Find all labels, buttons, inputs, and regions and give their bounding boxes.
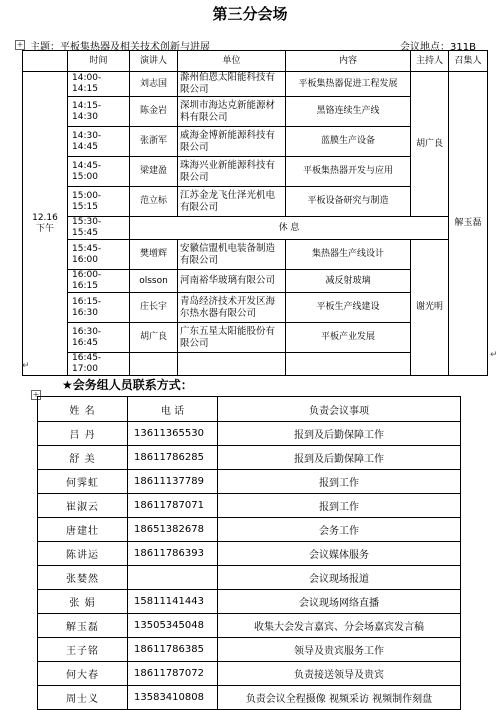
time-cell: 14:45-15:00	[68, 157, 130, 187]
host-header: 主持人	[411, 51, 449, 72]
contact-phone: 13505345048	[128, 614, 218, 638]
contact-duty: 会议现场网络直播	[218, 590, 461, 614]
org-cell: 河南裕华玻璃有限公司	[178, 270, 286, 293]
content-cell: 平板集热器促进工程发展	[286, 72, 411, 97]
paragraph-mark: ↵	[22, 361, 30, 371]
contact-duty: 报到及后勤保障工作	[218, 446, 461, 470]
contact-duty: 负责接送领导及贵宾	[218, 662, 461, 686]
contact-name: 吕 丹	[38, 422, 128, 446]
period-label: 下午	[35, 223, 54, 234]
time-cell: 16:15-16:30	[68, 293, 130, 323]
table-row	[38, 566, 461, 590]
contact-duty: 收集大会发言嘉宾、分会场嘉宾发言稿	[218, 614, 461, 638]
org-cell: 珠海兴业新能源科技有限公司	[178, 157, 286, 187]
contact-name: 何大春	[38, 662, 128, 686]
content-cell: 平板设备研究与制造	[286, 187, 411, 217]
speaker-cell: 梁建盈	[130, 157, 178, 187]
time-cell: 15:00-15:15	[68, 187, 130, 217]
speaker-cell: 胡广良	[130, 323, 178, 353]
time-cell: 14:30-14:45	[68, 127, 130, 157]
contact-phone: 18611786285	[128, 446, 218, 470]
table-move-handle-icon[interactable]: +	[32, 390, 40, 399]
time-cell: 14:15-14:30	[68, 97, 130, 127]
contact-duty: 会务工作	[218, 518, 461, 542]
contact-phone: 18651382678	[128, 518, 218, 542]
convener-cell: 解玉磊	[449, 72, 488, 376]
schedule-table	[22, 50, 488, 376]
speaker-cell: 张浙军	[130, 127, 178, 157]
table-row	[38, 614, 461, 638]
table-row	[38, 422, 461, 446]
speaker-cell: olsson	[130, 270, 178, 293]
contact-duty: 报到工作	[218, 494, 461, 518]
time-cell: 16:00-16:15	[68, 270, 130, 293]
table-row	[38, 494, 461, 518]
contact-name: 舒 美	[38, 446, 128, 470]
contact-name: 崔淑云	[38, 494, 128, 518]
content-cell	[286, 353, 411, 376]
contact-duty: 负责会议全程摄像 视频采访 视频制作刻盘	[218, 686, 461, 710]
table-row	[23, 72, 488, 97]
session-location: 会议地点：311B	[400, 42, 476, 53]
contact-name: 王子铭	[38, 638, 128, 662]
table-move-handle-icon[interactable]: +	[16, 40, 24, 49]
table-row	[38, 446, 461, 470]
contact-duty: 会议现场报道	[218, 566, 461, 590]
contact-phone: 18611786385	[128, 638, 218, 662]
end-of-row-mark: ↵	[490, 350, 498, 360]
table-row	[38, 518, 461, 542]
content-cell: 平板生产线建设	[286, 293, 411, 323]
contact-name: 张 娟	[38, 590, 128, 614]
speaker-cell	[130, 353, 178, 376]
contact-phone: 15811141443	[128, 590, 218, 614]
name-header: 姓 名	[38, 397, 128, 422]
org-cell: 青岛经济技术开发区海尔热水器有限公司	[178, 293, 286, 323]
contact-duty: 会议媒体服务	[218, 542, 461, 566]
contact-phone: 13611365530	[128, 422, 218, 446]
contacts-title: ★会务组人员联系方式：	[62, 378, 193, 392]
org-cell: 威海金博新能源科技有限公司	[178, 127, 286, 157]
session-subject: 主题：平板集热器及相关技术创新与进展	[30, 42, 210, 53]
contact-phone: 13583410808	[128, 686, 218, 710]
content-cell: 平板集热器开发与应用	[286, 157, 411, 187]
time-header: 时间	[68, 51, 130, 72]
table-row	[38, 662, 461, 686]
content-cell: 减反射玻璃	[286, 270, 411, 293]
speaker-header: 演讲人	[130, 51, 178, 72]
convener-header: 召集人	[449, 51, 488, 72]
contact-name: 周士义	[38, 686, 128, 710]
contact-name: 何霁虹	[38, 470, 128, 494]
date-header-cell	[23, 51, 68, 72]
break-row	[23, 217, 488, 240]
contacts-header-row	[38, 397, 461, 422]
time-cell: 16:45-17:00	[68, 353, 130, 376]
schedule-header-row	[23, 51, 488, 72]
contact-phone: 18611787072	[128, 662, 218, 686]
table-row	[38, 470, 461, 494]
phone-header: 电 话	[128, 397, 218, 422]
contact-phone: 18611787071	[128, 494, 218, 518]
contact-duty: 报到工作	[218, 470, 461, 494]
time-cell: 16:30-16:45	[68, 323, 130, 353]
org-cell	[178, 353, 286, 376]
table-row	[38, 542, 461, 566]
table-row	[38, 590, 461, 614]
org-cell: 江苏金龙飞仕泽光机电有限公司	[178, 187, 286, 217]
speaker-cell: 樊增辉	[130, 240, 178, 270]
speaker-cell: 刘志国	[130, 72, 178, 97]
time-cell: 15:45-16:00	[68, 240, 130, 270]
content-cell: 集热器生产线设计	[286, 240, 411, 270]
time-cell: 14:00-14:15	[68, 72, 130, 97]
contact-phone: 18611786393	[128, 542, 218, 566]
contact-duty: 报到及后勤保障工作	[218, 422, 461, 446]
contact-phone	[128, 566, 218, 590]
org-cell: 广东五星太阳能股份有限公司	[178, 323, 286, 353]
content-cell: 蓝膜生产设备	[286, 127, 411, 157]
host-cell: 胡广良	[411, 72, 449, 217]
org-cell: 滁州伯恩太阳能科技有限公司	[178, 72, 286, 97]
contact-name: 唐建壮	[38, 518, 128, 542]
table-row	[38, 638, 461, 662]
speaker-cell: 庄长宇	[130, 293, 178, 323]
org-cell: 深圳市海达克新能源材料有限公司	[178, 97, 286, 127]
content-header: 内容	[286, 51, 411, 72]
content-cell: 黑铬连续生产线	[286, 97, 411, 127]
contact-phone: 18611137789	[128, 470, 218, 494]
date-cell	[23, 72, 68, 376]
contact-name: 解玉磊	[38, 614, 128, 638]
host-cell: 谢光明	[411, 240, 449, 376]
break-cell: 休 息	[130, 217, 449, 240]
contacts-table	[37, 396, 461, 710]
speaker-cell: 范立标	[130, 187, 178, 217]
contact-name: 张婪然	[38, 566, 128, 590]
speaker-cell: 陈金岩	[130, 97, 178, 127]
date-label: 12.16	[32, 212, 58, 223]
contact-duty: 领导及贵宾服务工作	[218, 638, 461, 662]
content-cell: 平板产业发展	[286, 323, 411, 353]
duty-header: 负责会议事项	[218, 397, 461, 422]
contact-name: 陈讲运	[38, 542, 128, 566]
org-header: 单位	[178, 51, 286, 72]
table-row	[23, 240, 488, 270]
time-cell: 15:30-15:45	[68, 217, 130, 240]
org-cell: 安徽信盟机电装备制造有限公司	[178, 240, 286, 270]
page-title: 第三分会场	[212, 5, 288, 23]
